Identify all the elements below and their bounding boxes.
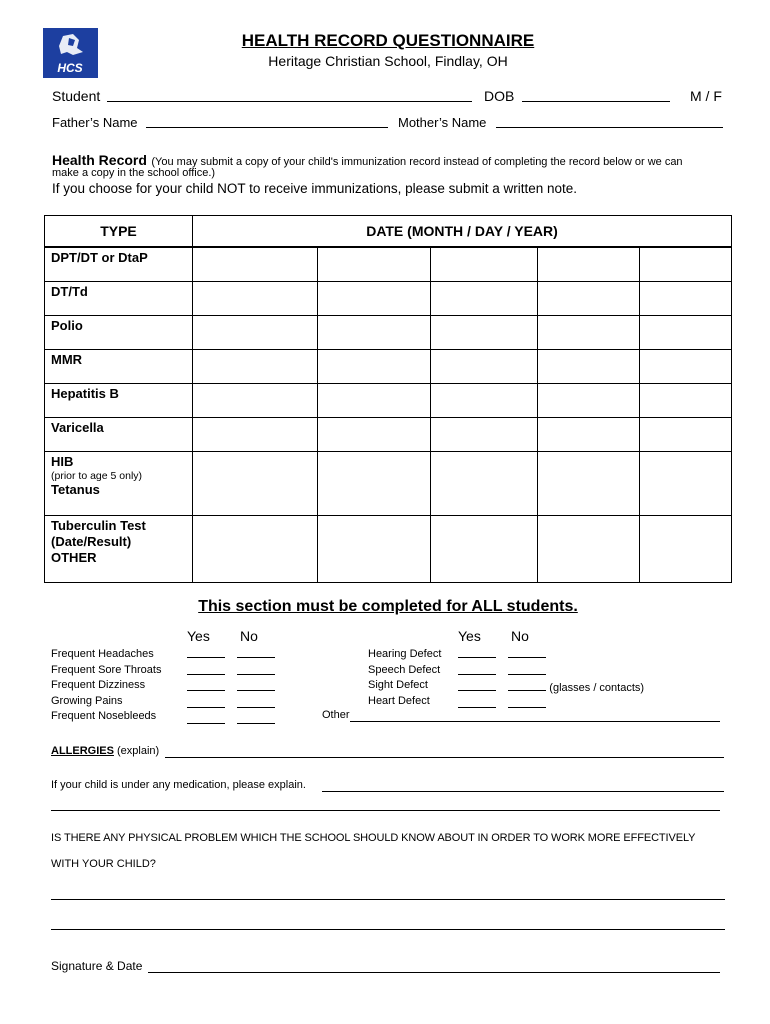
dob-field[interactable] (522, 101, 670, 102)
date-cell[interactable] (431, 315, 538, 349)
page-title: HEALTH RECORD QUESTIONNAIRE (241, 31, 535, 50)
yes-header-right: Yes (458, 628, 481, 644)
no-blank[interactable] (237, 713, 275, 724)
father-label: Father’s Name (52, 115, 138, 130)
list-item: Growing Pains (51, 694, 123, 707)
health-record-heading: Health Record (52, 152, 147, 168)
date-cell[interactable] (193, 515, 318, 582)
row-label-tuberculin: Tuberculin Test (51, 517, 146, 533)
date-cell[interactable] (538, 417, 640, 451)
row-label: MMR (45, 349, 193, 383)
date-cell[interactable] (431, 247, 538, 281)
right-answer-blanks (458, 647, 644, 713)
list-item: Sight Defect (368, 679, 428, 691)
date-cell[interactable] (538, 247, 640, 281)
all-students-heading: This section must be completed for ALL students. (198, 598, 578, 615)
date-cell[interactable] (193, 417, 318, 451)
yes-blank[interactable] (187, 647, 225, 658)
date-cell[interactable] (318, 247, 431, 281)
yes-blank[interactable] (187, 664, 225, 675)
immunization-table (44, 215, 732, 583)
father-field[interactable] (146, 127, 388, 128)
row-label: DPT/DT or DtaP (45, 247, 193, 281)
no-blank[interactable] (508, 647, 546, 658)
yes-header-left: Yes (187, 628, 210, 644)
table-row (45, 349, 732, 383)
date-cell[interactable] (640, 451, 732, 515)
row-label-other: OTHER (51, 549, 97, 565)
yes-blank[interactable] (458, 647, 496, 658)
date-cell[interactable] (640, 349, 732, 383)
glasses-note: (glasses / contacts) (549, 682, 645, 694)
list-item: Hearing Defect (368, 648, 442, 660)
list-item: Speech Defect (368, 663, 441, 676)
row-note-hib: (prior to age 5 only) (51, 469, 143, 482)
table-row (45, 383, 732, 417)
no-blank[interactable] (508, 680, 546, 691)
row-label-hib: HIB (51, 453, 74, 469)
right-checklist (368, 647, 441, 709)
no-blank[interactable] (237, 647, 275, 658)
allergies-field[interactable] (165, 757, 724, 758)
date-cell[interactable] (538, 281, 640, 315)
no-blank[interactable] (237, 697, 275, 708)
no-blank[interactable] (237, 680, 275, 691)
date-cell[interactable] (431, 383, 538, 417)
date-cell[interactable] (193, 281, 318, 315)
health-record-note-1: (You may submit a copy of your child's immunization record instead of completing the record below or we can (151, 156, 683, 168)
allergies-explain: (explain) (117, 745, 160, 757)
allergies-row (51, 745, 159, 757)
physical-question-1: IS THERE ANY PHYSICAL PROBLEM WHICH THE SCHOOL SHOULD KNOW ABOUT IN ORDER TO WORK MORE EFFECTIVELY (51, 832, 696, 844)
list-item: Frequent Sore Throats (51, 663, 162, 676)
health-record-note-3: If you choose for your child NOT to receive immunizations, please submit a written note. (52, 181, 577, 196)
yes-blank[interactable] (187, 697, 225, 708)
yes-blank[interactable] (187, 680, 225, 691)
physical-answer-line-2[interactable] (51, 929, 725, 930)
other-label: Other (322, 709, 350, 721)
no-blank[interactable] (508, 664, 546, 675)
date-cell[interactable] (538, 315, 640, 349)
medication-field-2[interactable] (51, 810, 720, 811)
physical-question-2: WITH YOUR CHILD? (51, 858, 156, 870)
date-cell[interactable] (640, 247, 732, 281)
row-label: Hepatitis B (45, 383, 193, 417)
yes-blank[interactable] (187, 713, 225, 724)
date-cell[interactable] (640, 515, 732, 582)
row-label-tetanus: Tetanus (51, 481, 100, 497)
mother-field[interactable] (496, 127, 723, 128)
date-cell[interactable] (431, 417, 538, 451)
sex-label[interactable]: M / F (690, 88, 722, 104)
mother-label: Mother’s Name (398, 115, 487, 130)
physical-answer-line-1[interactable] (51, 899, 725, 900)
date-cell[interactable] (538, 451, 640, 515)
student-label: Student (52, 88, 101, 104)
list-item: Frequent Headaches (51, 648, 154, 660)
date-cell[interactable] (193, 451, 318, 515)
medication-field[interactable] (322, 791, 724, 792)
medication-label: If your child is under any medication, please explain. (51, 779, 306, 791)
date-cell[interactable] (193, 383, 318, 417)
signature-field[interactable] (148, 972, 720, 973)
allergies-label: ALLERGIES (51, 745, 114, 757)
row-label (45, 515, 193, 582)
date-cell[interactable] (431, 515, 538, 582)
list-item: Frequent Nosebleeds (51, 710, 157, 722)
no-blank[interactable] (237, 664, 275, 675)
date-cell[interactable] (318, 383, 431, 417)
page-subtitle: Heritage Christian School, Findlay, OH (268, 53, 508, 69)
date-cell[interactable] (318, 417, 431, 451)
date-cell[interactable] (193, 349, 318, 383)
date-cell[interactable] (431, 281, 538, 315)
date-cell[interactable] (538, 349, 640, 383)
student-field[interactable] (107, 101, 472, 102)
date-cell[interactable] (431, 451, 538, 515)
table-row (45, 451, 732, 515)
date-cell[interactable] (538, 515, 640, 582)
list-item: Heart Defect (368, 694, 430, 707)
date-cell[interactable] (318, 451, 431, 515)
dob-label: DOB (484, 88, 515, 104)
date-cell[interactable] (538, 383, 640, 417)
row-label (45, 451, 193, 515)
row-label: Polio (45, 315, 193, 349)
no-header-right: No (511, 628, 529, 644)
date-cell[interactable] (318, 281, 431, 315)
signature-label: Signature & Date (51, 959, 143, 973)
yes-blank[interactable] (458, 664, 496, 675)
date-cell[interactable] (193, 315, 318, 349)
date-cell[interactable] (318, 515, 431, 582)
table-row (45, 247, 732, 281)
table-row (45, 515, 732, 582)
date-cell[interactable] (318, 349, 431, 383)
row-label: DT/Td (45, 281, 193, 315)
row-label: Varicella (45, 417, 193, 451)
table-header-row (45, 216, 732, 248)
other-field[interactable] (350, 721, 720, 722)
date-cell[interactable] (193, 247, 318, 281)
table-row (45, 281, 732, 315)
yes-blank[interactable] (458, 680, 496, 691)
no-blank[interactable] (508, 697, 546, 708)
no-header-left: No (240, 628, 258, 644)
list-item: Frequent Dizziness (51, 679, 146, 691)
health-record-note-2: make a copy in the school office.) (52, 167, 216, 179)
table-row (45, 417, 732, 451)
col-date-header: DATE (MONTH / DAY / YEAR) (193, 216, 732, 248)
date-cell[interactable] (640, 383, 732, 417)
date-cell[interactable] (431, 349, 538, 383)
col-type-header: TYPE (45, 216, 193, 248)
yes-blank[interactable] (458, 697, 496, 708)
row-label-date-result: (Date/Result) (51, 533, 132, 549)
left-answer-blanks (187, 647, 275, 730)
date-cell[interactable] (640, 417, 732, 451)
table-row (45, 315, 732, 349)
date-cell[interactable] (640, 315, 732, 349)
date-cell[interactable] (318, 315, 431, 349)
logo-text: HCS (57, 61, 83, 75)
date-cell[interactable] (640, 281, 732, 315)
left-checklist (51, 647, 161, 725)
